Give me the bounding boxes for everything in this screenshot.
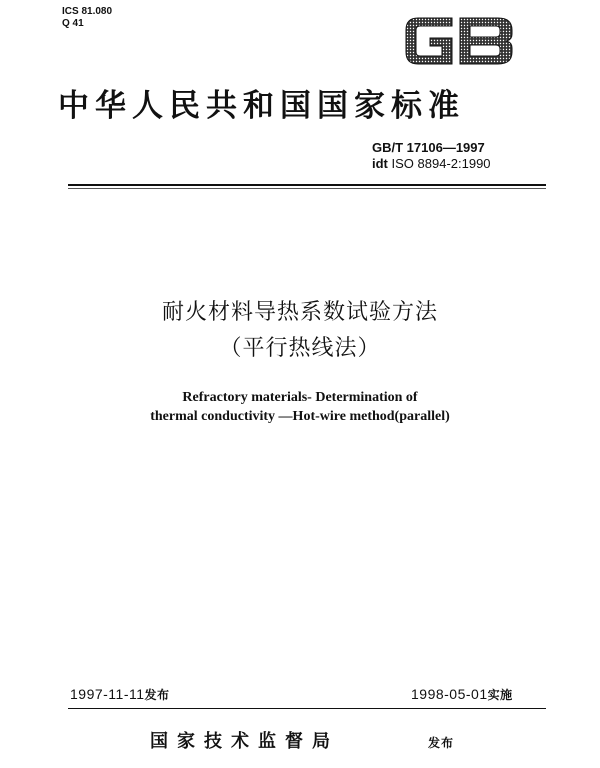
ics-code: ICS 81.080 xyxy=(62,6,113,17)
top-divider-thin xyxy=(68,188,546,189)
issuing-suffix: 发布 xyxy=(428,736,455,750)
implementation-label: 实施 xyxy=(487,688,513,702)
issue-date-block xyxy=(70,685,170,704)
title-english-line-1: Refractory materials- Determination of xyxy=(182,390,418,405)
idt-prefix: idt xyxy=(372,156,388,171)
title-chinese: 耐火材料导热系数试验方法 xyxy=(161,300,438,325)
implementation-date-block xyxy=(411,685,513,704)
bottom-divider xyxy=(68,708,546,709)
title-english-line-2: thermal conductivity —Hot-wire method(parallel) xyxy=(150,409,450,424)
gb-logo xyxy=(400,12,518,70)
class-code: Q 41 xyxy=(62,18,84,29)
standard-number: GB/T 17106—1997 xyxy=(372,140,485,155)
subtitle-chinese: （平行热线法） xyxy=(219,336,381,361)
classification-codes xyxy=(62,6,112,30)
implementation-date: 1998-05-01 xyxy=(411,686,488,702)
issue-date: 1997-11-11 xyxy=(70,686,145,702)
standard-number-block xyxy=(372,140,491,172)
top-divider xyxy=(68,184,546,186)
issuing-authority: 国家技术监督局 xyxy=(150,731,339,752)
idt-reference: ISO 8894-2:1990 xyxy=(391,156,491,171)
issue-label: 发布 xyxy=(144,688,170,702)
country-standard-title: 中华人民共和国国家标准 xyxy=(58,88,465,124)
